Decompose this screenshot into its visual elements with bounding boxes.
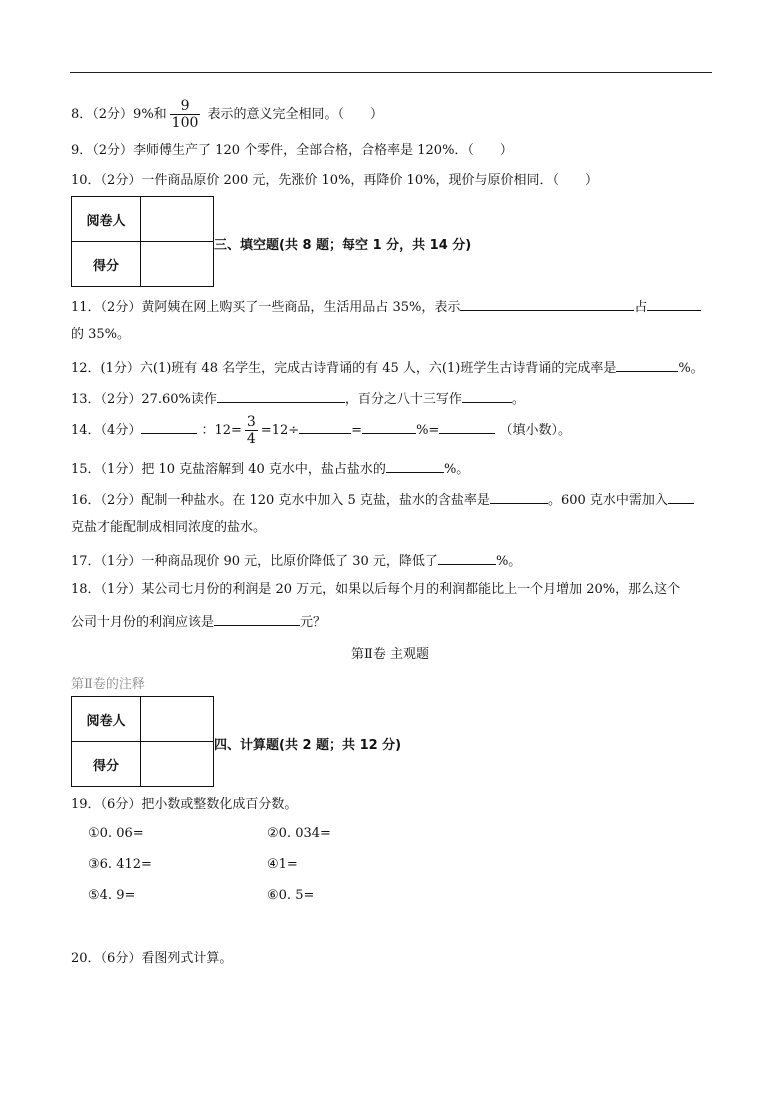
question-14: 14．（4分） ：12= $\frac{3}{4}$ =12÷ = %= （填小数）。 xyxy=(71,414,571,447)
part-2-note: 第Ⅱ卷的注释 xyxy=(71,677,145,692)
q19-item-5: ⑤4. 9= xyxy=(88,888,136,903)
question-16: 16．（2分）配制一种盐水。在 120 克水中加入 5 克盐，盐水的含盐率是 。600 克水中需加入 xyxy=(71,489,694,510)
blank-17[interactable] xyxy=(438,550,496,565)
blank-13b[interactable] xyxy=(462,388,512,403)
blank-14b[interactable] xyxy=(299,419,351,434)
q19-item-6: ⑥0. 5= xyxy=(267,888,315,903)
question-13: 13．（2分）27.60%读作 ，百分之八十三写作 。 xyxy=(71,388,525,409)
question-17: 17．（1分）一种商品现价 90 元，比原价降低了 30 元，降低了 %。 xyxy=(71,550,521,571)
question-18-cont: 公司十月份的利润应该是 元？ xyxy=(71,611,326,632)
grader-label-2: 阅卷人 xyxy=(72,697,141,742)
blank-14c[interactable] xyxy=(362,419,416,434)
header-rule xyxy=(70,72,712,73)
score-cell-2[interactable] xyxy=(141,742,214,787)
blank-16a[interactable] xyxy=(490,489,548,504)
q19-item-3: ③6. 412= xyxy=(88,857,152,872)
score-table-1 xyxy=(71,196,214,287)
grader-label: 阅卷人 xyxy=(72,197,141,242)
fraction-3-4: $\frac{3}{4}$ xyxy=(246,414,256,447)
blank-14a[interactable] xyxy=(141,419,197,434)
blank-11b[interactable] xyxy=(647,296,701,311)
blank-16b[interactable] xyxy=(668,489,694,504)
fraction-9-100: $\frac{9}{100}$ xyxy=(171,98,199,131)
question-11-cont: 的 35%。 xyxy=(71,327,131,342)
score-table-2 xyxy=(71,696,214,787)
question-19: 19．（6分）把小数或整数化成百分数。 xyxy=(71,797,298,812)
question-12: 12．(1分）六(1)班有 48 名学生，完成古诗背诵的有 45 人，六(1)班学生古诗背诵的完成率是 %。 xyxy=(71,357,704,378)
blank-13a[interactable] xyxy=(217,388,345,403)
blank-18[interactable] xyxy=(214,611,300,626)
q19-item-1: ①0. 06= xyxy=(88,826,144,841)
question-9: 9．（2分）李师傅生产了 120 个零件，全部合格，合格率是 120%．（ ） xyxy=(71,143,513,158)
question-10: 10．（2分）一件商品原价 200 元，先涨价 10%，再降价 10%，现价与原价相同．（ ） xyxy=(71,173,598,188)
blank-11a[interactable] xyxy=(460,296,634,311)
blank-14d[interactable] xyxy=(439,419,495,434)
q19-item-2: ②0. 034= xyxy=(267,826,331,841)
part-2-title: 第Ⅱ卷 主观题 xyxy=(351,647,429,662)
blank-12[interactable] xyxy=(616,357,678,372)
blank-15[interactable] xyxy=(386,458,444,473)
score-cell[interactable] xyxy=(141,242,214,287)
section-3-title: 三、填空题(共 8 题；每空 1 分，共 14 分) xyxy=(214,238,472,253)
score-label-2: 得分 xyxy=(72,742,141,787)
grader-cell-2[interactable] xyxy=(141,697,214,742)
score-label: 得分 xyxy=(72,242,141,287)
question-8: 8．（2分）9%和 $\frac{9}{100}$ 表示的意义完全相同。（ ） xyxy=(71,98,384,131)
question-20: 20．（6分）看图列式计算。 xyxy=(71,951,233,966)
section-4-title: 四、计算题(共 2 题；共 12 分) xyxy=(214,738,402,753)
q19-item-4: ④1= xyxy=(267,857,298,872)
question-15: 15．（1分）把 10 克盐溶解到 40 克水中，盐占盐水的 %。 xyxy=(71,458,469,479)
grader-cell[interactable] xyxy=(141,197,214,242)
question-11: 11．（2分）黄阿姨在网上购买了一些商品，生活用品占 35%，表示 占 xyxy=(71,296,701,317)
question-16-cont: 克盐才能配制成相同浓度的盐水。 xyxy=(71,520,267,535)
question-18: 18．（1分）某公司七月份的利润是 20 万元，如果以后每个月的利润都能比上一个月增加 20%，那么这个 xyxy=(71,582,681,597)
